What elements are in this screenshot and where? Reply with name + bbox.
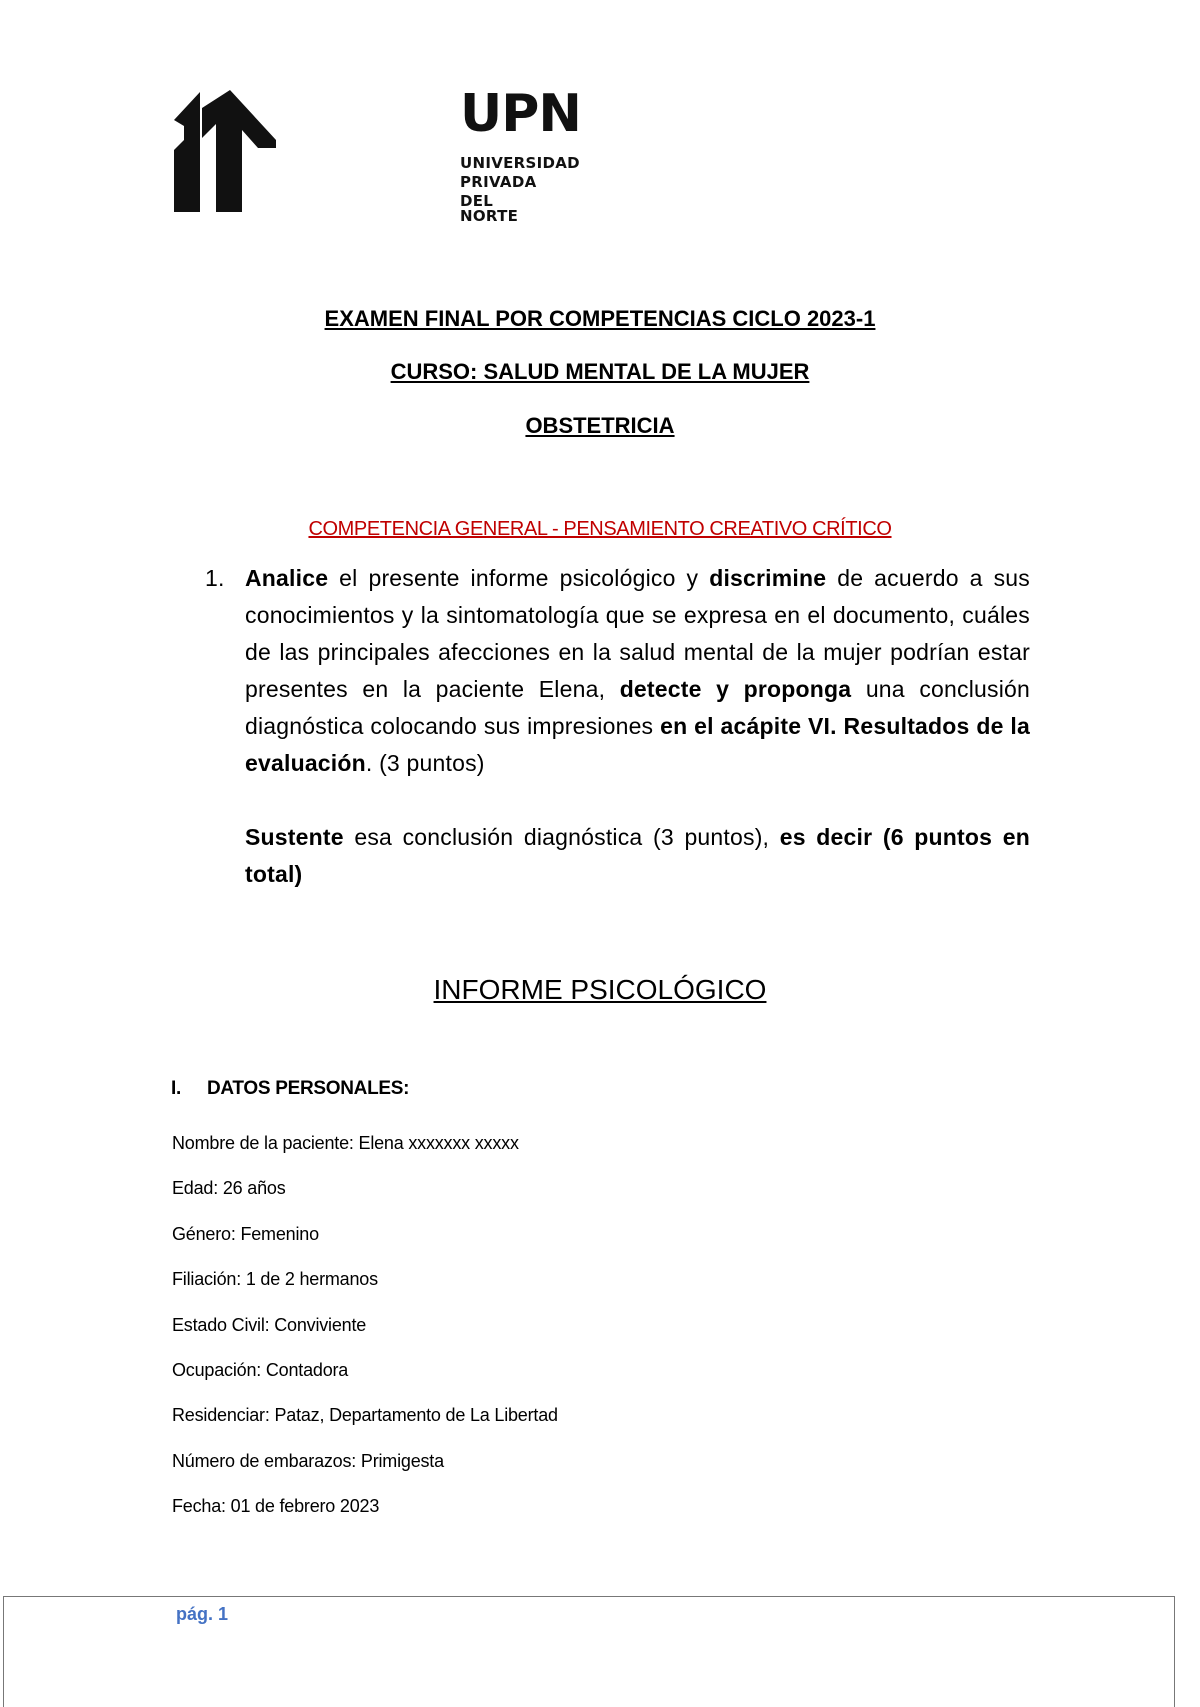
section-number: I. <box>171 1078 181 1099</box>
question-run: esa conclusión diagnóstica (3 puntos), <box>343 824 780 850</box>
field-residencia: Residenciar: Pataz, Departamento de La Libertad <box>172 1405 558 1425</box>
exam-title: EXAMEN FINAL POR COMPETENCIAS CICLO 2023-1 <box>324 306 876 331</box>
page-number: pág. 1 <box>176 1604 229 1624</box>
field-genero: Género: Femenino <box>172 1224 319 1244</box>
logo-name: UPN <box>460 84 581 144</box>
question-block <box>205 560 1030 893</box>
field-fecha: Fecha: 01 de febrero 2023 <box>172 1496 380 1516</box>
field-filiacion: Filiación: 1 de 2 hermanos <box>172 1269 378 1289</box>
section-title: DATOS PERSONALES: <box>207 1078 410 1099</box>
report-title: INFORME PSICOLÓGICO <box>433 974 767 1005</box>
question-run: el presente informe psicológico y <box>328 565 710 591</box>
question-run: en el acápite VI. Resultados de la evaluación <box>245 713 1030 776</box>
field-edad: Edad: 26 años <box>172 1178 286 1198</box>
question-run: detecte y proponga <box>619 676 852 702</box>
course-title: CURSO: SALUD MENTAL DE LA MUJER <box>390 359 810 384</box>
logo-line-1: UNIVERSIDAD <box>460 154 580 172</box>
question-run: de acuerdo a sus conocimientos y la sintomatología que se expresa en el documento, cuáles de las principales afecciones en la salud mental de la mujer podrían estar presentes en la paciente Elena, <box>245 565 1030 702</box>
field-estado-civil: Estado Civil: Conviviente <box>172 1315 367 1335</box>
competencia-heading: COMPETENCIA GENERAL - PENSAMIENTO CREATIVO CRÍTICO <box>308 518 892 540</box>
section-heading <box>171 1078 410 1100</box>
question-run: . (3 puntos) <box>365 750 485 776</box>
question-run: Sustente <box>245 824 344 850</box>
field-ocupacion: Ocupación: Contadora <box>172 1360 349 1380</box>
logo-line-2: PRIVADA <box>460 173 537 191</box>
question-paragraph-1 <box>245 560 1030 782</box>
upn-arrow-icon <box>172 90 280 214</box>
field-nombre: Nombre de la paciente: Elena xxxxxxx xxxxx <box>172 1133 519 1153</box>
career-title: OBSTETRICIA <box>525 413 675 438</box>
question-run: es decir (6 puntos en total) <box>245 824 1030 887</box>
upn-logo <box>172 84 581 225</box>
question-run: Analice <box>245 565 329 591</box>
field-embarazos: Número de embarazos: Primigesta <box>172 1451 444 1471</box>
question-paragraph-2 <box>245 819 1030 893</box>
question-run: una conclusión diagnóstica colocando sus impresiones <box>245 676 1030 739</box>
question-number: 1. <box>205 565 225 591</box>
logo-line-3: DEL NORTE <box>460 192 519 225</box>
question-run: discrimine <box>709 565 827 591</box>
